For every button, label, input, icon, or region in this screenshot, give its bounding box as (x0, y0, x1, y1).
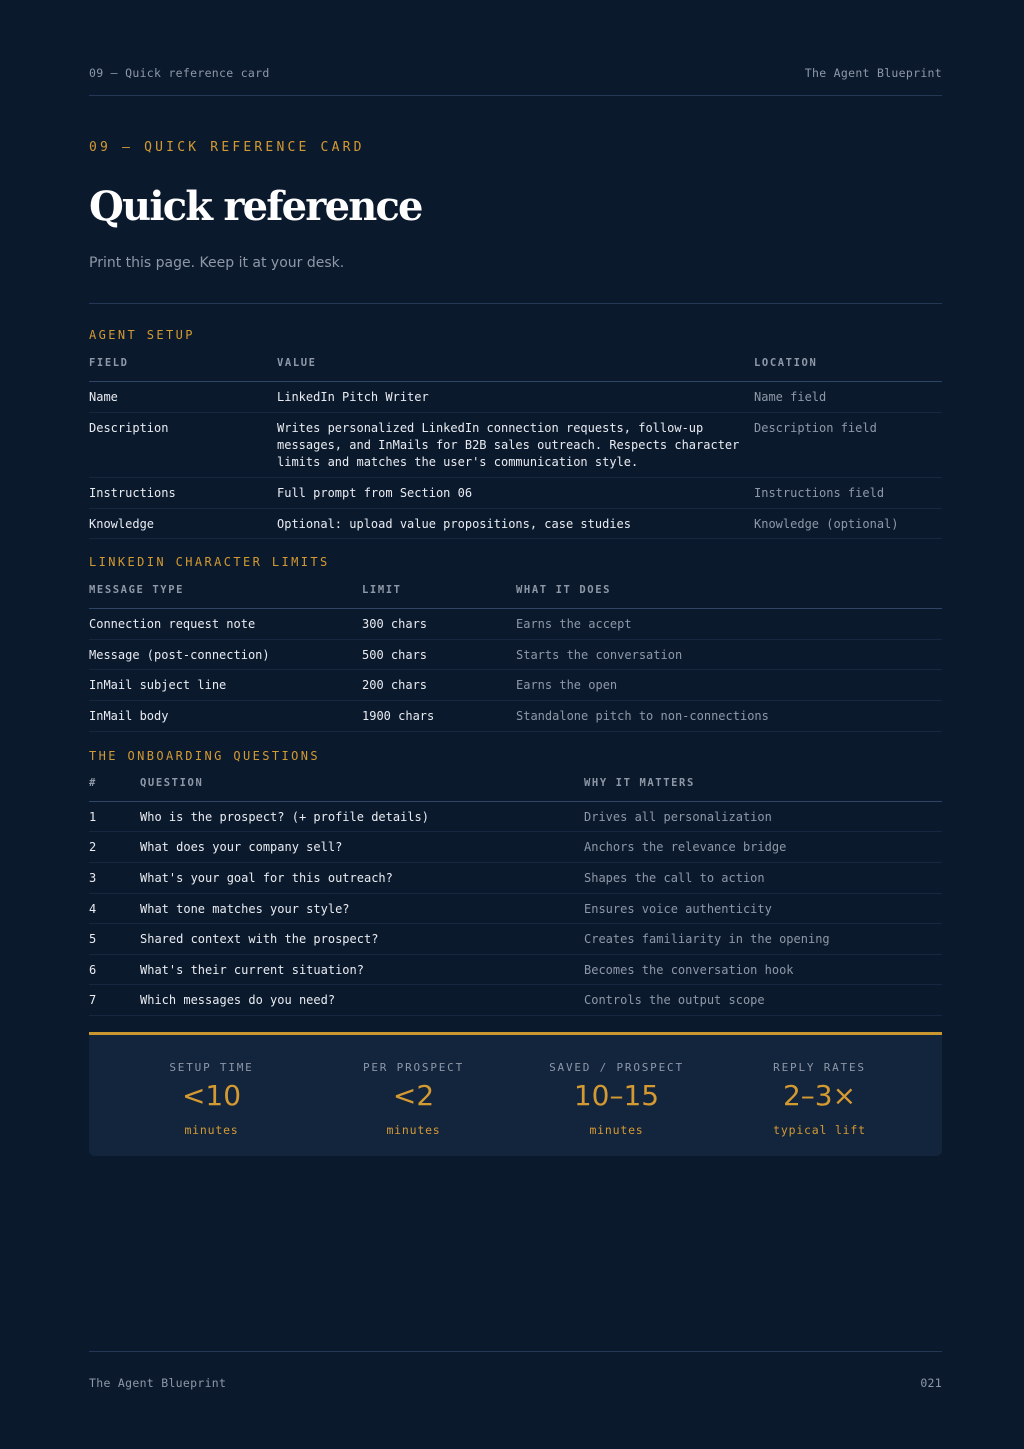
table-row (89, 701, 942, 732)
question-text: What's your goal for this outreach? (140, 871, 393, 885)
column-header: VALUE (277, 357, 317, 369)
table-row (89, 802, 942, 832)
setup-value-line: Writes personalized LinkedIn connection requests, follow-up (277, 421, 704, 435)
header-section: 09 — Quick reference card (89, 66, 270, 80)
stat-label: SETUP TIME (169, 1061, 254, 1074)
setup-value: Full prompt from Section 06 (277, 486, 473, 500)
character-limit: 1900 chars (362, 709, 435, 723)
table-row (89, 640, 942, 670)
character-limit: 200 chars (362, 678, 428, 692)
table-row (89, 382, 942, 413)
setup-field: Description (89, 421, 169, 435)
column-header: LOCATION (754, 357, 818, 369)
stat-value: 10–15 (573, 1079, 660, 1112)
limit-purpose: Starts the conversation (516, 648, 683, 662)
question-number: 7 (89, 993, 97, 1007)
question-text: What tone matches your style? (140, 902, 350, 916)
question-number: 2 (89, 840, 97, 854)
setup-location: Name field (754, 390, 827, 404)
question-text: Which messages do you need? (140, 993, 336, 1007)
message-type: Message (post-connection) (89, 648, 270, 662)
setup-field: Name (89, 390, 118, 404)
running-footer (89, 1376, 942, 1390)
table-row (89, 894, 942, 924)
message-type: InMail subject line (89, 678, 227, 692)
agent-setup-table (89, 357, 942, 539)
message-type: InMail body (89, 709, 169, 723)
stat-unit: minutes (386, 1123, 441, 1137)
eyebrow: 09 — QUICK REFERENCE CARD (89, 140, 365, 155)
section-label-agent-setup: AGENT SETUP (89, 328, 195, 342)
column-header: QUESTION (140, 777, 204, 789)
question-text: Who is the prospect? (+ profile details) (140, 810, 429, 824)
table-row (89, 985, 942, 1016)
table-row (89, 832, 942, 863)
table-header (89, 357, 942, 382)
question-reason: Ensures voice authenticity (584, 902, 772, 916)
limit-purpose: Earns the open (516, 678, 618, 692)
character-limits-table (89, 584, 942, 732)
page-subtitle: Print this page. Keep it at your desk. (89, 255, 345, 271)
setup-location: Description field (754, 421, 877, 435)
table-header (89, 584, 942, 609)
column-header: MESSAGE TYPE (89, 584, 185, 596)
setup-value-line: messages, and InMails for B2B sales outreach. Respects character (277, 438, 740, 452)
column-header: LIMIT (362, 584, 402, 596)
intro-divider (89, 303, 942, 304)
question-reason: Drives all personalization (584, 810, 772, 824)
question-number: 6 (89, 963, 97, 977)
onboarding-questions-table (89, 777, 942, 1016)
setup-field: Instructions (89, 486, 176, 500)
question-text: Shared context with the prospect? (140, 932, 379, 946)
question-reason: Becomes the conversation hook (584, 963, 794, 977)
limit-purpose: Standalone pitch to non-connections (516, 709, 769, 723)
stats-panel (89, 1032, 942, 1156)
question-reason: Controls the output scope (584, 993, 765, 1007)
column-header: WHAT IT DOES (516, 584, 612, 596)
stat-value: 2–3× (782, 1079, 857, 1112)
question-text: What's their current situation? (140, 963, 364, 977)
table-header (89, 777, 942, 802)
footer-book-title: The Agent Blueprint (89, 1376, 227, 1390)
stat-label: PER PROSPECT (362, 1061, 465, 1074)
question-number: 4 (89, 902, 97, 916)
question-reason: Shapes the call to action (584, 871, 765, 885)
stat-unit: typical lift (773, 1123, 866, 1137)
stat-value: <2 (392, 1079, 435, 1112)
setup-value: LinkedIn Pitch Writer (277, 390, 429, 404)
stat-unit: minutes (184, 1123, 239, 1137)
table-row (89, 478, 942, 509)
section-label-onboarding-questions: THE ONBOARDING QUESTIONS (89, 749, 320, 763)
question-reason: Creates familiarity in the opening (584, 932, 830, 946)
page-title: Quick reference (89, 183, 422, 230)
column-header: WHY IT MATTERS (584, 777, 695, 789)
table-row (89, 955, 942, 985)
table-row (89, 609, 942, 640)
table-row (89, 863, 942, 894)
footer-divider (89, 1351, 942, 1352)
table-row (89, 413, 942, 478)
character-limit: 500 chars (362, 648, 428, 662)
stat-label: SAVED / PROSPECT (549, 1061, 684, 1074)
page-number: 021 (920, 1376, 942, 1390)
question-number: 3 (89, 871, 97, 885)
section-label-character-limits: LINKEDIN CHARACTER LIMITS (89, 555, 330, 569)
table-row (89, 509, 942, 539)
table-row (89, 670, 942, 701)
column-header: FIELD (89, 357, 129, 369)
question-number: 1 (89, 810, 97, 824)
header-divider (89, 95, 942, 96)
page (89, 0, 942, 1449)
question-reason: Anchors the relevance bridge (584, 840, 787, 854)
setup-field: Knowledge (89, 517, 155, 531)
header-book-title: The Agent Blueprint (804, 66, 942, 80)
setup-value-line: limits and matches the user's communication style. (277, 455, 639, 469)
question-number: 5 (89, 932, 97, 946)
table-row (89, 924, 942, 955)
stat-unit: minutes (589, 1123, 644, 1137)
running-header (89, 66, 942, 80)
setup-value: Optional: upload value propositions, case studies (277, 517, 632, 531)
character-limit: 300 chars (362, 617, 428, 631)
setup-location: Instructions field (754, 486, 885, 500)
limit-purpose: Earns the accept (516, 617, 632, 631)
stat-label: REPLY RATES (773, 1061, 866, 1074)
column-header: # (89, 777, 97, 789)
setup-location: Knowledge (optional) (754, 517, 899, 531)
question-text: What does your company sell? (140, 840, 343, 854)
stat-value: <10 (181, 1079, 242, 1112)
message-type: Connection request note (89, 617, 256, 631)
